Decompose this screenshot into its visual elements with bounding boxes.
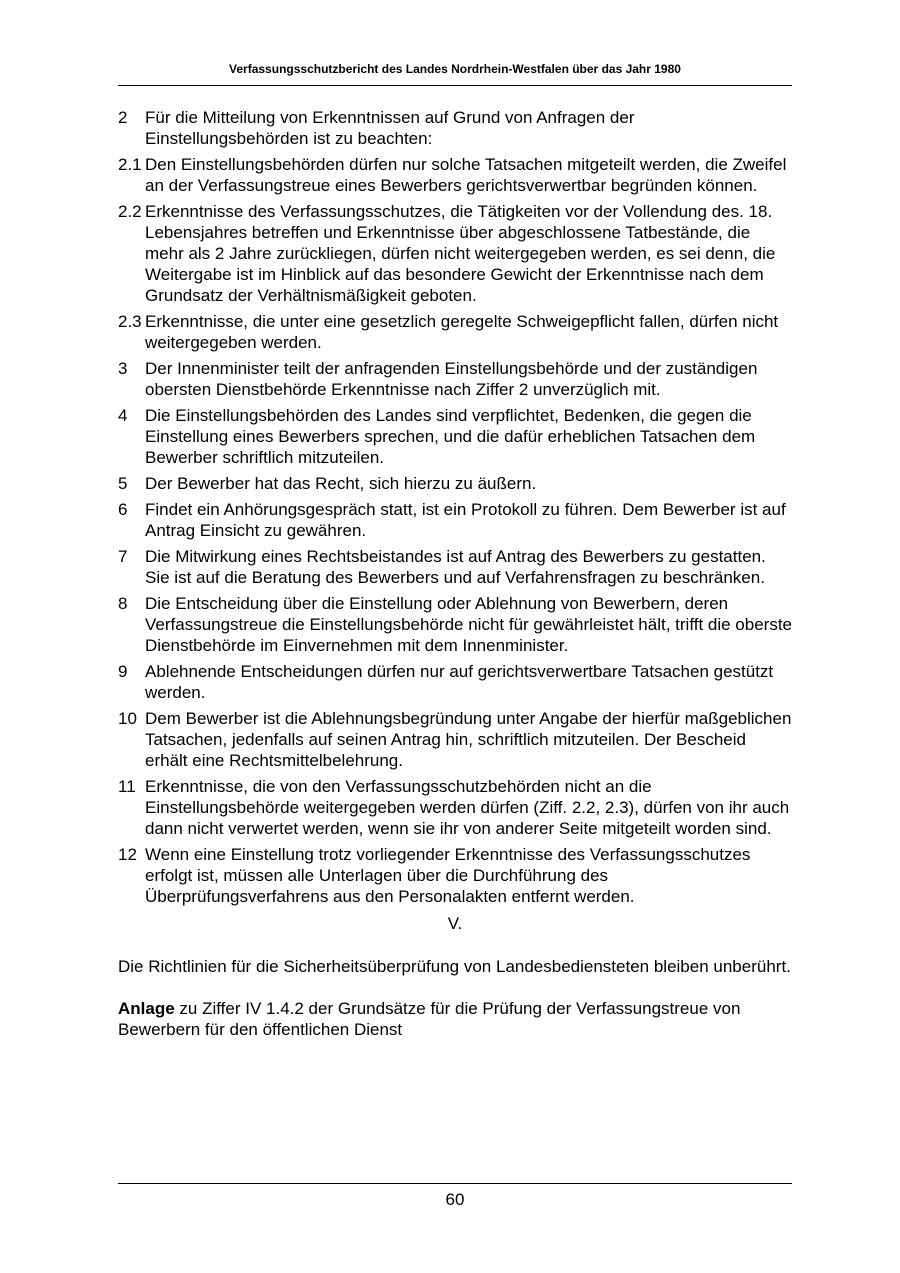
list-item — [118, 661, 792, 703]
item-number: 2.2 — [118, 202, 142, 221]
list-item — [118, 473, 792, 494]
item-text: Der Innenminister teilt der anfragenden Einstellungsbehörde und der zuständigen obersten Dienstbehörde Erkenntnisse nach Ziffer 2 unverzüglich mit. — [145, 359, 758, 399]
item-number: 5 — [118, 474, 128, 493]
item-number: 6 — [118, 500, 128, 519]
list-item — [118, 311, 792, 353]
item-text: Erkenntnisse, die unter eine gesetzlich geregelte Schweigepflicht fallen, dürfen nicht weitergegeben werden. — [145, 312, 779, 352]
item-number: 4 — [118, 406, 128, 425]
item-number: 12 — [118, 845, 137, 864]
annex-text: zu Ziffer IV 1.4.2 der Grundsätze für die Prüfung der Verfassungstreue von Bewerbern für den öffentlichen Dienst — [118, 999, 741, 1039]
list-item — [118, 154, 792, 196]
list-item — [118, 107, 792, 149]
item-text: Ablehnende Entscheidungen dürfen nur auf gerichtsverwertbare Tatsachen gestützt werden. — [145, 662, 774, 702]
list-item — [118, 201, 792, 306]
annex-note — [118, 998, 792, 1040]
item-number: 11 — [118, 777, 136, 796]
annex-label: Anlage — [118, 999, 175, 1018]
item-text: Den Einstellungsbehörden dürfen nur solche Tatsachen mitgeteilt werden, die Zweifel an der Verfassungstreue eines Bewerbers gerichtsverwertbar begründen können. — [145, 155, 787, 195]
section-heading: V. — [447, 914, 463, 933]
item-number: 9 — [118, 662, 128, 681]
item-text: Der Bewerber hat das Recht, sich hierzu zu äußern. — [145, 474, 537, 493]
item-text: Für die Mitteilung von Erkenntnissen auf Grund von Anfragen der Einstellungsbehörden ist zu beachten: — [145, 108, 635, 148]
item-number: 2.1 — [118, 155, 142, 174]
list-item — [118, 358, 792, 400]
list-item — [118, 546, 792, 588]
item-number: 2 — [118, 108, 128, 127]
item-text: Dem Bewerber ist die Ablehnungsbegründung unter Angabe der hierfür maßgeblichen Tatsachen, jedenfalls auf seinen Antrag hin, schriftlich mitzuteilen. Der Bescheid erhält eine Rechtsmittelbelehrung. — [145, 709, 792, 770]
item-text: Die Einstellungsbehörden des Landes sind verpflichtet, Bedenken, die gegen die Einstellung eines Bewerbers sprechen, und die dafür erheblichen Tatsachen dem Bewerber schriftlich mitzuteilen. — [145, 406, 756, 467]
item-text: Erkenntnisse des Verfassungsschutzes, die Tätigkeiten vor der Vollendung des. 18. Lebensjahres betreffen und Erkenntnisse über abgeschlossene Tatbestände, die mehr als 2 Jahre zurückliegen, dürfen nicht weitergegeben werden, es sei denn, die Weitergabe ist im Hinblick auf das besondere Gewicht der Erkenntnisse nach dem Grundsatz der Verhältnismäßigkeit geboten. — [145, 202, 776, 305]
document-body — [118, 107, 792, 1040]
body-paragraph: Die Richtlinien für die Sicherheitsüberprüfung von Landesbediensteten bleiben unberührt. — [118, 957, 791, 976]
item-number: 10 — [118, 709, 137, 728]
running-header: Verfassungsschutzbericht des Landes Nordrhein-Westfalen über das Jahr 1980 — [118, 62, 792, 86]
item-text: Die Entscheidung über die Einstellung oder Ablehnung von Bewerbern, deren Verfassungstreue die Einstellungsbehörde nicht für gewährleistet hält, trifft die oberste Dienstbehörde im Einvernehmen mit dem Innenminister. — [145, 594, 793, 655]
item-text: Wenn eine Einstellung trotz vorliegender Erkenntnisse des Verfassungsschutzes erfolgt ist, müssen alle Unterlagen über die Durchführung des Überprüfungsverfahrens aus den Personalakten entfernt werden. — [145, 845, 751, 906]
page-number: 60 — [118, 1183, 792, 1210]
list-item — [118, 593, 792, 656]
item-number: 2.3 — [118, 312, 142, 331]
item-number: 3 — [118, 359, 128, 378]
item-text: Erkenntnisse, die von den Verfassungsschutzbehörden nicht an die Einstellungsbehörde weitergegeben werden dürfen (Ziff. 2.2, 2.3), dürfen von ihr auch dann nicht verwertet werden, wenn sie ihr von anderer Seite mitgeteilt worden sind. — [145, 777, 790, 838]
item-number: 7 — [118, 547, 128, 566]
item-text: Findet ein Anhörungsgespräch statt, ist ein Protokoll zu führen. Dem Bewerber ist auf Antrag Einsicht zu gewähren. — [145, 500, 786, 540]
list-item — [118, 708, 792, 771]
list-item — [118, 405, 792, 468]
item-number: 8 — [118, 594, 128, 613]
list-item — [118, 776, 792, 839]
list-item — [118, 844, 792, 907]
list-item — [118, 499, 792, 541]
item-text: Die Mitwirkung eines Rechtsbeistandes ist auf Antrag des Bewerbers zu gestatten. Sie ist auf die Beratung des Bewerbers und auf Verfahrensfragen zu beschränken. — [145, 547, 766, 587]
